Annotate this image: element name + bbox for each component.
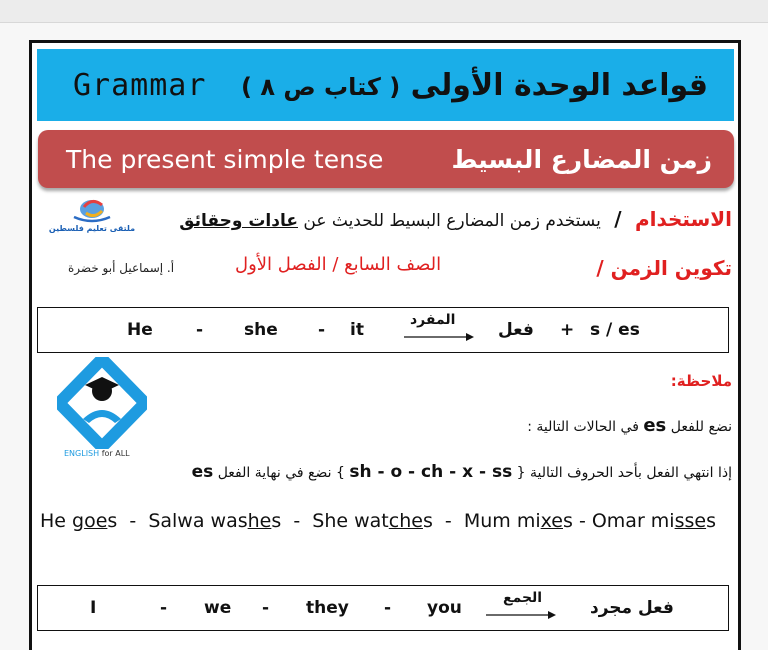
viewer-top-bar (0, 0, 768, 23)
example-washes-a: Salwa was (148, 510, 248, 532)
example-mixes-b: s (563, 510, 573, 532)
note-es-line (527, 415, 732, 436)
ribbon-title-en: The present simple tense (66, 144, 384, 174)
dash: - (160, 598, 168, 618)
pronoun-it: it (350, 320, 364, 340)
pronoun-you: you (427, 598, 462, 618)
logo2-caption (64, 449, 130, 458)
formation-line (596, 256, 732, 280)
pronoun-she: she (244, 320, 278, 340)
rule-pre: إذا انتهي الفعل بأحد الحروف التالية { (516, 465, 732, 481)
separator: - (281, 510, 313, 532)
right-arrow-icon (486, 609, 556, 621)
example-washes-b: s (271, 510, 282, 532)
example-watches-u: che (388, 510, 423, 532)
usage-label: الاستخدام (634, 207, 732, 231)
logo2-caption-rest: for ALL (99, 449, 130, 458)
plus-sign: + (560, 320, 575, 340)
rule-es: es (191, 462, 214, 482)
formation-label: تكوين الزمن / (596, 256, 732, 280)
dash: - (318, 320, 326, 340)
note-es-pre: نضع للفعل (670, 419, 732, 435)
pronoun-i: I (90, 598, 97, 618)
rule-post: } نضع في نهاية الفعل (217, 465, 345, 481)
grade-semester: الصف السابع / الفصل الأول (235, 254, 442, 275)
dash: - (384, 598, 392, 618)
separator: - (432, 510, 464, 532)
bare-verb-word: فعل مجرد (590, 598, 674, 618)
dash: - (196, 320, 204, 340)
banner-title-ar (241, 68, 708, 103)
example-goes-a: He g (40, 510, 85, 532)
title-banner (37, 49, 734, 121)
verb-word: فعل (498, 320, 534, 340)
pronoun-they: they (306, 598, 349, 618)
examples-line (40, 510, 716, 532)
usage-slash: / (614, 207, 622, 231)
example-mixes-u: xe (540, 510, 563, 532)
teacher-name: أ. إسماعيل أبو خضرة (68, 261, 175, 275)
singular-arrow-label: المفرد (410, 312, 456, 328)
tense-ribbon (38, 130, 734, 188)
example-goes-u: oe (84, 510, 108, 532)
logo1-caption: ملتقى تعليم فلسطين (48, 224, 136, 233)
example-mixes-a: Mum mi (463, 510, 541, 532)
banner-title-ar-ref: ( كتاب ص ٨ ) (241, 72, 401, 101)
note-title: ملاحظة: (670, 372, 732, 390)
example-washes-u: he (247, 510, 272, 532)
example-misses-u: sse (674, 510, 707, 532)
usage-highlight: عادات وحقائق (179, 211, 298, 231)
example-watches-b: s (422, 510, 433, 532)
dash: - (262, 598, 270, 618)
suffix-s-es: s / es (590, 320, 640, 340)
example-misses-b: s (706, 510, 716, 532)
usage-line (179, 207, 732, 231)
rule-letters: sh - o - ch - x - ss (349, 462, 513, 482)
logo2-caption-english: ENGLISH (64, 449, 100, 458)
pronoun-we: we (204, 598, 232, 618)
example-watches-a: She wat (312, 510, 389, 532)
english-for-all-logo-icon (57, 357, 147, 449)
note-rule-line (192, 462, 732, 482)
banner-title-en: Grammar (73, 67, 207, 103)
separator: - (117, 510, 149, 532)
usage-text: يستخدم زمن المضارع البسيط للحديث عن (303, 211, 601, 231)
separator: - (572, 510, 592, 532)
example-goes-b: s (107, 510, 118, 532)
ribbon-title-ar: زمن المضارع البسيط (451, 144, 712, 174)
plural-arrow-label: الجمع (503, 590, 543, 606)
note-es-post: في الحالات التالية : (527, 419, 639, 435)
pronoun-he: He (127, 320, 153, 340)
right-arrow-icon (404, 331, 474, 343)
banner-title-ar-main: قواعد الوحدة الأولى (410, 67, 708, 103)
example-misses-a: Omar mi (591, 510, 675, 532)
note-es-word: es (643, 415, 667, 436)
